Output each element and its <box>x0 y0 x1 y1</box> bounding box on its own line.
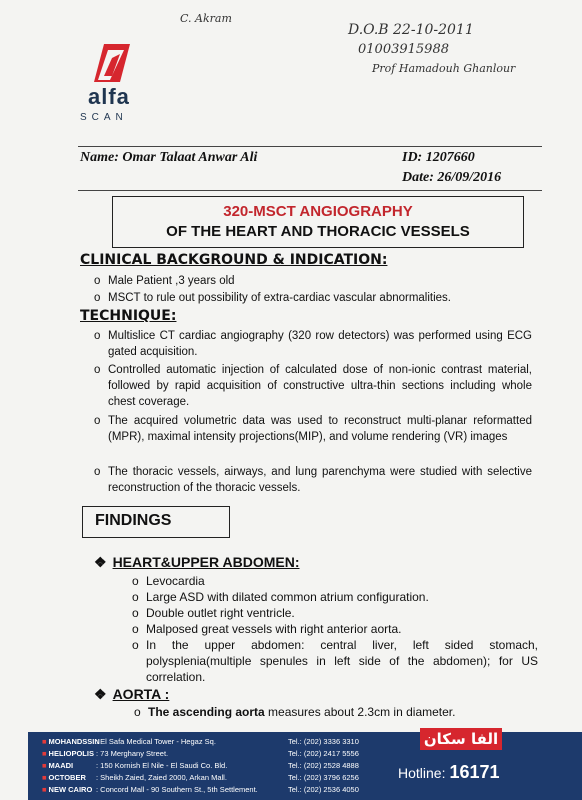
circle-bullet-icon: o <box>94 415 101 427</box>
heart-heading: ❖ HEART&UPPER ABDOMEN: <box>94 554 300 570</box>
circle-bullet-icon: o <box>134 705 141 719</box>
clinical-heading: CLINICAL BACKGROUND & INDICATION: <box>80 252 388 268</box>
arabic-brand-label: الفا سكان <box>420 728 502 750</box>
findings-heading: FINDINGS <box>95 512 172 529</box>
clinical-item: o MSCT to rule out possibility of extra-cardiac vascular abnormalities. <box>94 292 452 304</box>
handwritten-note: C. Akram <box>180 12 232 25</box>
heart-item: o Levocardia <box>132 574 205 588</box>
circle-bullet-icon: o <box>94 364 101 376</box>
hotline: Hotline: 16171 <box>398 762 500 782</box>
circle-bullet-icon: o <box>94 330 101 342</box>
report-title-box <box>112 196 524 248</box>
report-title-line1: 320-MSCT ANGIOGRAPHY <box>223 203 413 220</box>
divider-bottom <box>78 190 542 191</box>
technique-item: o The thoracic vessels, airways, and lung parenchyma were studied with selective reconstruction of the thoracic vessels. <box>94 466 532 494</box>
handwritten-dob: D.O.B 22-10-2011 <box>348 22 474 38</box>
patient-name: Name: Omar Talaat Anwar Ali <box>80 150 258 165</box>
technique-item: o The acquired volumetric data was used to reconstruct multi-planar reformatted (MPR), maximal intensity projections(MIP), and volume rendering (VR) images <box>94 415 532 443</box>
circle-bullet-icon: o <box>94 292 101 304</box>
circle-bullet-icon: o <box>132 622 139 636</box>
heart-item: o Double outlet right ventricle. <box>132 606 295 620</box>
heart-item: o Malposed great vessels with right anterior aorta. <box>132 622 402 636</box>
alfa-scan-logo <box>78 40 158 123</box>
report-date: Date: 26/09/2016 <box>402 170 502 185</box>
technique-heading: TECHNIQUE: <box>80 308 177 324</box>
diamond-bullet-icon: ❖ <box>94 554 107 570</box>
patient-id: ID: 1207660 <box>402 150 475 165</box>
findings-box <box>82 506 230 538</box>
logo-sub: SCAN <box>80 112 128 123</box>
logo-mark-icon <box>90 40 138 84</box>
circle-bullet-icon: o <box>132 590 139 604</box>
divider-top <box>78 146 542 147</box>
footer-bar: ■ MOHANDSSIN : El Safa Medical Tower - Hegaz Sq. Tel.: (202) 3336 3310 ■ HELIOPOLIS : 73 Merghany Street. Tel.: (202) 2417 5556 ■ MAADI : 150 Kornish El Nile - El Saudi Co. Bld. Tel.: (202) 2528 4888 ■ OCTOBER : Sheikh Zaied, Zaied 2000, Arkan Mall. Tel.: (202) 3796 6256 ■ NEW CAIRO : Concord Mall - 90 Southern St., 5th Settlement. Tel.: (202) 2536 4050 <box>28 732 582 800</box>
handwritten-doctor: Prof Hamadouh Ghanlour <box>372 62 516 75</box>
aorta-item: o The ascending aorta measures about 2.3cm in diameter. <box>134 705 456 719</box>
aorta-heading: ❖ AORTA : <box>94 686 170 702</box>
heart-item: o Large ASD with dilated common atrium configuration. <box>132 590 429 604</box>
report-title-line2: OF THE HEART AND THORACIC VESSELS <box>166 223 470 240</box>
circle-bullet-icon: o <box>132 574 139 588</box>
handwritten-phone: 01003915988 <box>358 42 449 57</box>
heart-item: o In the upper abdomen: central liver, left sided stomach, polysplenia(multiple spenules in left side of the abdomen); for US correlation. <box>132 638 538 684</box>
circle-bullet-icon: o <box>132 638 139 652</box>
clinical-item: o Male Patient ,3 years old <box>94 275 235 287</box>
technique-item: o Multislice CT cardiac angiography (320 row detectors) was performed using ECG gated acquisition. <box>94 330 532 358</box>
circle-bullet-icon: o <box>132 606 139 620</box>
circle-bullet-icon: o <box>94 275 101 287</box>
logo-word: alfa <box>88 84 130 109</box>
circle-bullet-icon: o <box>94 466 101 478</box>
technique-item: o Controlled automatic injection of calculated dose of non-ionic contrast material, followed by rapid acquisition of constructive ultra-thin sections including whole chest coverage. <box>94 364 532 408</box>
diamond-bullet-icon: ❖ <box>94 686 107 702</box>
